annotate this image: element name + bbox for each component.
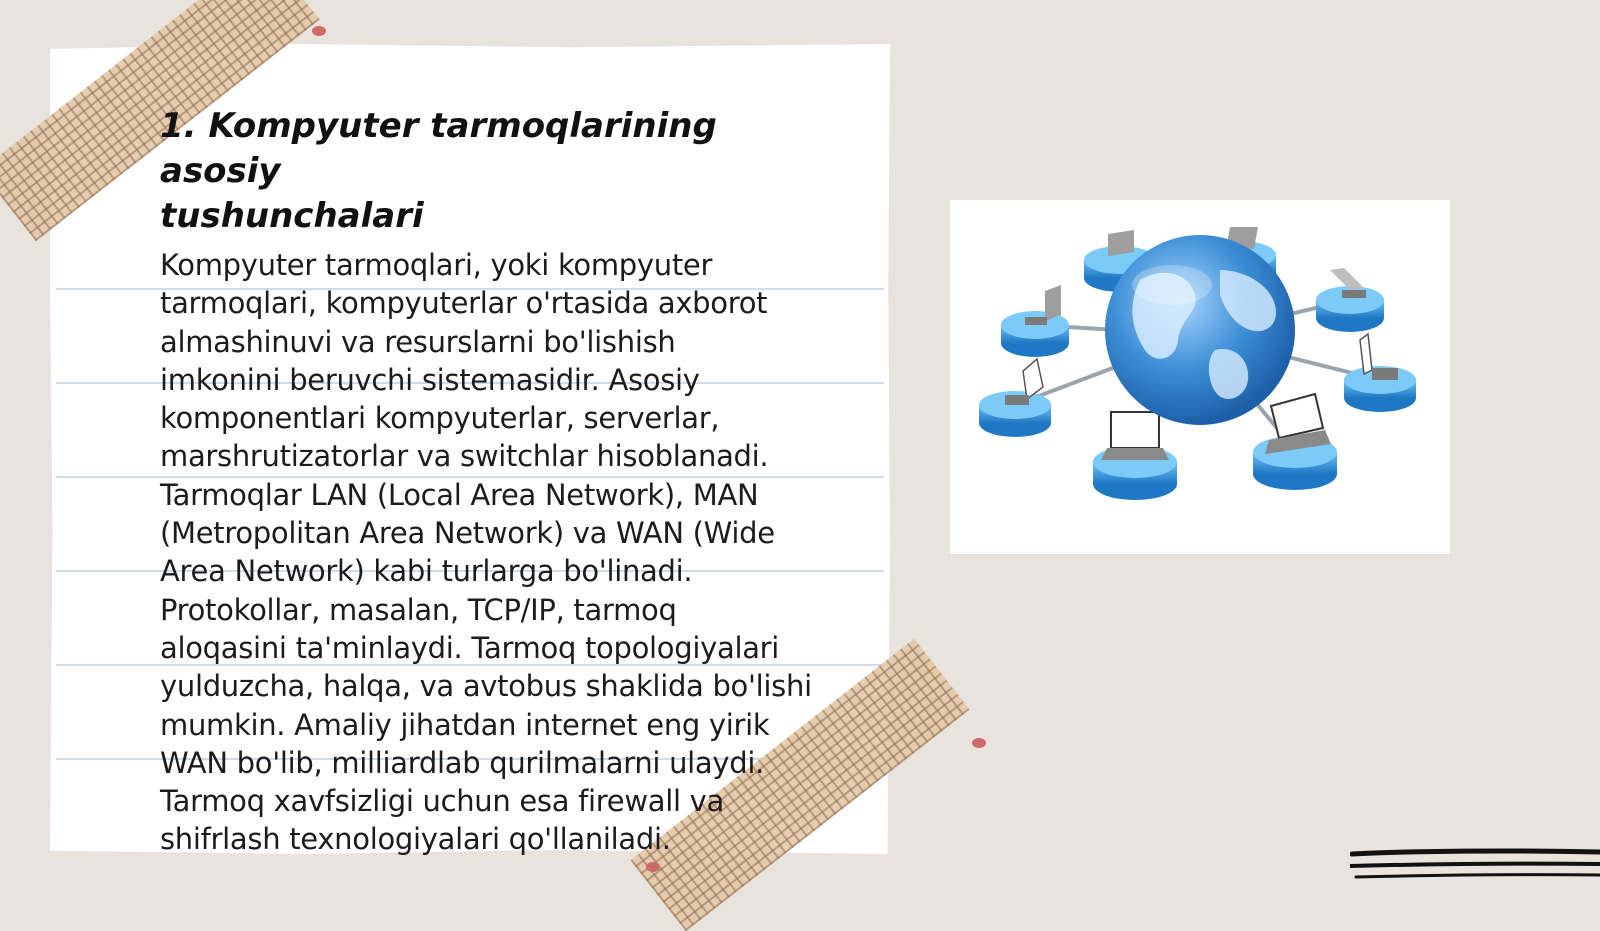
body-line: Kompyuter tarmoqlari, yoki kompyuter (160, 248, 713, 282)
tape-corner-mark (646, 862, 660, 872)
body-line: komponentlari kompyuterlar, serverlar, (160, 401, 720, 436)
slide-body-paragraph (160, 246, 860, 859)
body-line: WAN bo'lib, milliardlab qurilmalarni ulaydi. (160, 745, 765, 780)
body-line: marshrutizatorlar va switchlar hisoblanadi. (160, 439, 769, 474)
slide-title (160, 104, 840, 239)
body-line: yulduzcha, halqa, va avtobus shaklida bo'lishi (160, 669, 812, 704)
body-line: Tarmoqlar LAN (Local Area Network), MAN (160, 477, 759, 512)
body-line: tarmoqlari, kompyuterlar o'rtasida axborot (160, 286, 768, 321)
body-line: aloqasini ta'minlaydi. Tarmoq topologiyalari (160, 630, 780, 665)
tape-corner-mark (972, 738, 986, 748)
body-line: almashinuvi va resurslarni bo'lishish (160, 324, 676, 359)
slide-title-line: 1. Kompyuter tarmoqlarining asosiy (160, 106, 717, 191)
network-globe-icon (950, 200, 1450, 554)
body-line: Protokollar, masalan, TCP/IP, tarmoq (160, 592, 677, 627)
tape-corner-mark (312, 26, 326, 36)
network-illustration (950, 200, 1450, 554)
body-line: shifrlash texnologiyalari qo'llaniladi. (160, 822, 671, 857)
brush-stroke-lines (1350, 848, 1600, 894)
body-line: mumkin. Amaliy jihatdan internet eng yirik (160, 707, 770, 742)
body-line: imkonini beruvchi sistemasidir. Asosiy (160, 362, 700, 397)
body-line: (Metropolitan Area Network) va WAN (Wide (160, 516, 775, 551)
globe-icon (1105, 235, 1295, 425)
body-line: Area Network) kabi turlarga bo'linadi. (160, 554, 693, 589)
body-line: Tarmoq xavfsizligi uchun esa firewall va (160, 784, 724, 819)
slide-title-line: tushunchalari (160, 196, 424, 236)
